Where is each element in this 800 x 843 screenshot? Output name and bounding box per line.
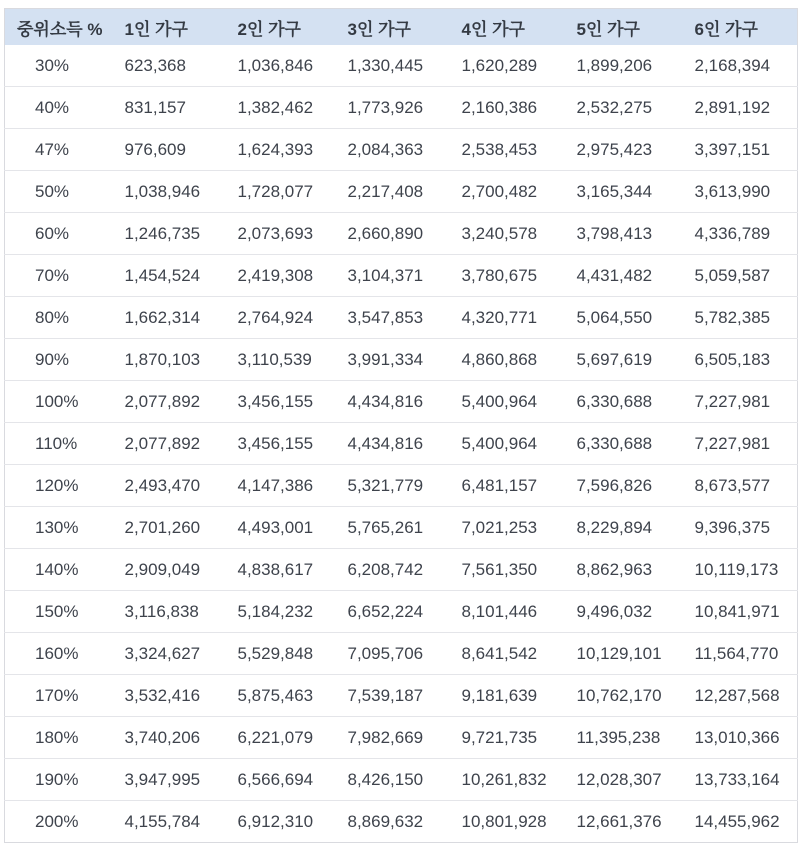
household-size-column-header: 1인 가구 <box>113 9 226 46</box>
income-table <box>4 8 798 843</box>
income-amount-cell: 1,038,946 <box>113 171 226 213</box>
income-amount-cell: 3,456,155 <box>226 423 336 465</box>
income-amount-cell: 2,160,386 <box>450 87 565 129</box>
table-row <box>5 297 798 339</box>
income-amount-cell: 2,168,394 <box>683 45 798 87</box>
income-amount-cell: 5,400,964 <box>450 423 565 465</box>
income-amount-cell: 5,184,232 <box>226 591 336 633</box>
income-amount-cell: 4,320,771 <box>450 297 565 339</box>
income-amount-cell: 14,455,962 <box>683 801 798 843</box>
income-amount-cell: 5,064,550 <box>565 297 683 339</box>
percent-cell: 160% <box>5 633 113 675</box>
table-row <box>5 465 798 507</box>
income-amount-cell: 5,765,261 <box>336 507 450 549</box>
income-amount-cell: 7,021,253 <box>450 507 565 549</box>
income-amount-cell: 13,733,164 <box>683 759 798 801</box>
table-row <box>5 801 798 843</box>
income-amount-cell: 3,991,334 <box>336 339 450 381</box>
income-amount-cell: 3,798,413 <box>565 213 683 255</box>
table-row <box>5 381 798 423</box>
income-amount-cell: 3,104,371 <box>336 255 450 297</box>
income-amount-cell: 6,505,183 <box>683 339 798 381</box>
income-amount-cell: 5,782,385 <box>683 297 798 339</box>
income-amount-cell: 976,609 <box>113 129 226 171</box>
income-amount-cell: 3,740,206 <box>113 717 226 759</box>
table-row <box>5 423 798 465</box>
income-amount-cell: 1,382,462 <box>226 87 336 129</box>
income-amount-cell: 831,157 <box>113 87 226 129</box>
income-amount-cell: 10,762,170 <box>565 675 683 717</box>
income-amount-cell: 7,095,706 <box>336 633 450 675</box>
table-body <box>5 45 798 843</box>
income-amount-cell: 4,434,816 <box>336 381 450 423</box>
income-amount-cell: 6,330,688 <box>565 423 683 465</box>
table-header <box>5 9 798 46</box>
table-row <box>5 591 798 633</box>
income-amount-cell: 4,838,617 <box>226 549 336 591</box>
income-amount-cell: 4,147,386 <box>226 465 336 507</box>
income-amount-cell: 12,287,568 <box>683 675 798 717</box>
income-amount-cell: 4,431,482 <box>565 255 683 297</box>
income-amount-cell: 6,652,224 <box>336 591 450 633</box>
income-amount-cell: 6,912,310 <box>226 801 336 843</box>
income-amount-cell: 9,721,735 <box>450 717 565 759</box>
income-amount-cell: 8,641,542 <box>450 633 565 675</box>
percent-cell: 140% <box>5 549 113 591</box>
percent-cell: 30% <box>5 45 113 87</box>
income-amount-cell: 623,368 <box>113 45 226 87</box>
income-amount-cell: 5,875,463 <box>226 675 336 717</box>
income-amount-cell: 2,532,275 <box>565 87 683 129</box>
income-amount-cell: 6,208,742 <box>336 549 450 591</box>
income-amount-cell: 1,870,103 <box>113 339 226 381</box>
income-amount-cell: 2,077,892 <box>113 423 226 465</box>
income-amount-cell: 1,899,206 <box>565 45 683 87</box>
income-amount-cell: 12,028,307 <box>565 759 683 801</box>
income-amount-cell: 3,947,995 <box>113 759 226 801</box>
income-amount-cell: 3,110,539 <box>226 339 336 381</box>
income-amount-cell: 1,624,393 <box>226 129 336 171</box>
household-size-column-header: 3인 가구 <box>336 9 450 46</box>
income-amount-cell: 3,780,675 <box>450 255 565 297</box>
percent-cell: 130% <box>5 507 113 549</box>
header-row <box>5 9 798 46</box>
income-amount-cell: 4,434,816 <box>336 423 450 465</box>
income-amount-cell: 1,662,314 <box>113 297 226 339</box>
income-amount-cell: 8,229,894 <box>565 507 683 549</box>
income-amount-cell: 1,728,077 <box>226 171 336 213</box>
income-amount-cell: 6,221,079 <box>226 717 336 759</box>
income-amount-cell: 1,036,846 <box>226 45 336 87</box>
income-amount-cell: 4,155,784 <box>113 801 226 843</box>
income-amount-cell: 2,073,693 <box>226 213 336 255</box>
income-amount-cell: 3,165,344 <box>565 171 683 213</box>
income-amount-cell: 7,227,981 <box>683 381 798 423</box>
percent-cell: 50% <box>5 171 113 213</box>
income-amount-cell: 10,119,173 <box>683 549 798 591</box>
income-amount-cell: 3,324,627 <box>113 633 226 675</box>
income-amount-cell: 2,909,049 <box>113 549 226 591</box>
income-amount-cell: 6,566,694 <box>226 759 336 801</box>
percent-cell: 40% <box>5 87 113 129</box>
household-size-column-header: 6인 가구 <box>683 9 798 46</box>
income-amount-cell: 10,841,971 <box>683 591 798 633</box>
income-amount-cell: 1,454,524 <box>113 255 226 297</box>
income-amount-cell: 3,240,578 <box>450 213 565 255</box>
percent-cell: 180% <box>5 717 113 759</box>
income-amount-cell: 3,397,151 <box>683 129 798 171</box>
percent-cell: 60% <box>5 213 113 255</box>
income-amount-cell: 2,891,192 <box>683 87 798 129</box>
income-amount-cell: 7,982,669 <box>336 717 450 759</box>
percent-cell: 200% <box>5 801 113 843</box>
table-row <box>5 213 798 255</box>
table-row <box>5 255 798 297</box>
income-amount-cell: 2,419,308 <box>226 255 336 297</box>
percent-cell: 47% <box>5 129 113 171</box>
income-amount-cell: 3,613,990 <box>683 171 798 213</box>
income-amount-cell: 2,700,482 <box>450 171 565 213</box>
income-amount-cell: 2,493,470 <box>113 465 226 507</box>
table-row <box>5 45 798 87</box>
income-amount-cell: 7,561,350 <box>450 549 565 591</box>
income-amount-cell: 5,529,848 <box>226 633 336 675</box>
percent-cell: 120% <box>5 465 113 507</box>
income-amount-cell: 2,538,453 <box>450 129 565 171</box>
income-amount-cell: 1,773,926 <box>336 87 450 129</box>
percent-cell: 80% <box>5 297 113 339</box>
income-amount-cell: 2,217,408 <box>336 171 450 213</box>
table-row <box>5 549 798 591</box>
income-amount-cell: 5,321,779 <box>336 465 450 507</box>
income-amount-cell: 3,456,155 <box>226 381 336 423</box>
income-amount-cell: 3,116,838 <box>113 591 226 633</box>
percent-cell: 170% <box>5 675 113 717</box>
income-amount-cell: 11,564,770 <box>683 633 798 675</box>
income-amount-cell: 6,330,688 <box>565 381 683 423</box>
income-amount-cell: 4,493,001 <box>226 507 336 549</box>
income-amount-cell: 5,059,587 <box>683 255 798 297</box>
household-size-column-header: 2인 가구 <box>226 9 336 46</box>
income-amount-cell: 13,010,366 <box>683 717 798 759</box>
income-amount-cell: 11,395,238 <box>565 717 683 759</box>
income-amount-cell: 8,426,150 <box>336 759 450 801</box>
table-row <box>5 759 798 801</box>
income-amount-cell: 2,660,890 <box>336 213 450 255</box>
income-amount-cell: 2,701,260 <box>113 507 226 549</box>
percent-cell: 70% <box>5 255 113 297</box>
table-row <box>5 129 798 171</box>
income-amount-cell: 7,596,826 <box>565 465 683 507</box>
income-amount-cell: 9,496,032 <box>565 591 683 633</box>
income-amount-cell: 3,547,853 <box>336 297 450 339</box>
income-amount-cell: 9,181,639 <box>450 675 565 717</box>
income-amount-cell: 10,261,832 <box>450 759 565 801</box>
income-amount-cell: 8,101,446 <box>450 591 565 633</box>
income-amount-cell: 1,620,289 <box>450 45 565 87</box>
income-amount-cell: 8,869,632 <box>336 801 450 843</box>
table-row <box>5 717 798 759</box>
income-amount-cell: 2,077,892 <box>113 381 226 423</box>
income-amount-cell: 7,227,981 <box>683 423 798 465</box>
percent-cell: 110% <box>5 423 113 465</box>
percent-cell: 100% <box>5 381 113 423</box>
household-size-column-header: 5인 가구 <box>565 9 683 46</box>
income-amount-cell: 2,084,363 <box>336 129 450 171</box>
income-amount-cell: 1,246,735 <box>113 213 226 255</box>
income-amount-cell: 2,975,423 <box>565 129 683 171</box>
table-row <box>5 507 798 549</box>
table-row <box>5 87 798 129</box>
table-row <box>5 675 798 717</box>
percent-column-header: 중위소득 % <box>5 9 113 46</box>
income-amount-cell: 9,396,375 <box>683 507 798 549</box>
income-amount-cell: 8,862,963 <box>565 549 683 591</box>
income-amount-cell: 5,697,619 <box>565 339 683 381</box>
income-amount-cell: 4,860,868 <box>450 339 565 381</box>
income-amount-cell: 3,532,416 <box>113 675 226 717</box>
income-amount-cell: 4,336,789 <box>683 213 798 255</box>
table-row <box>5 171 798 213</box>
income-amount-cell: 7,539,187 <box>336 675 450 717</box>
table-row <box>5 633 798 675</box>
income-amount-cell: 5,400,964 <box>450 381 565 423</box>
percent-cell: 90% <box>5 339 113 381</box>
income-amount-cell: 8,673,577 <box>683 465 798 507</box>
income-amount-cell: 10,801,928 <box>450 801 565 843</box>
income-amount-cell: 12,661,376 <box>565 801 683 843</box>
income-amount-cell: 2,764,924 <box>226 297 336 339</box>
percent-cell: 150% <box>5 591 113 633</box>
household-size-column-header: 4인 가구 <box>450 9 565 46</box>
percent-cell: 190% <box>5 759 113 801</box>
table-row <box>5 339 798 381</box>
income-amount-cell: 10,129,101 <box>565 633 683 675</box>
income-amount-cell: 6,481,157 <box>450 465 565 507</box>
income-amount-cell: 1,330,445 <box>336 45 450 87</box>
